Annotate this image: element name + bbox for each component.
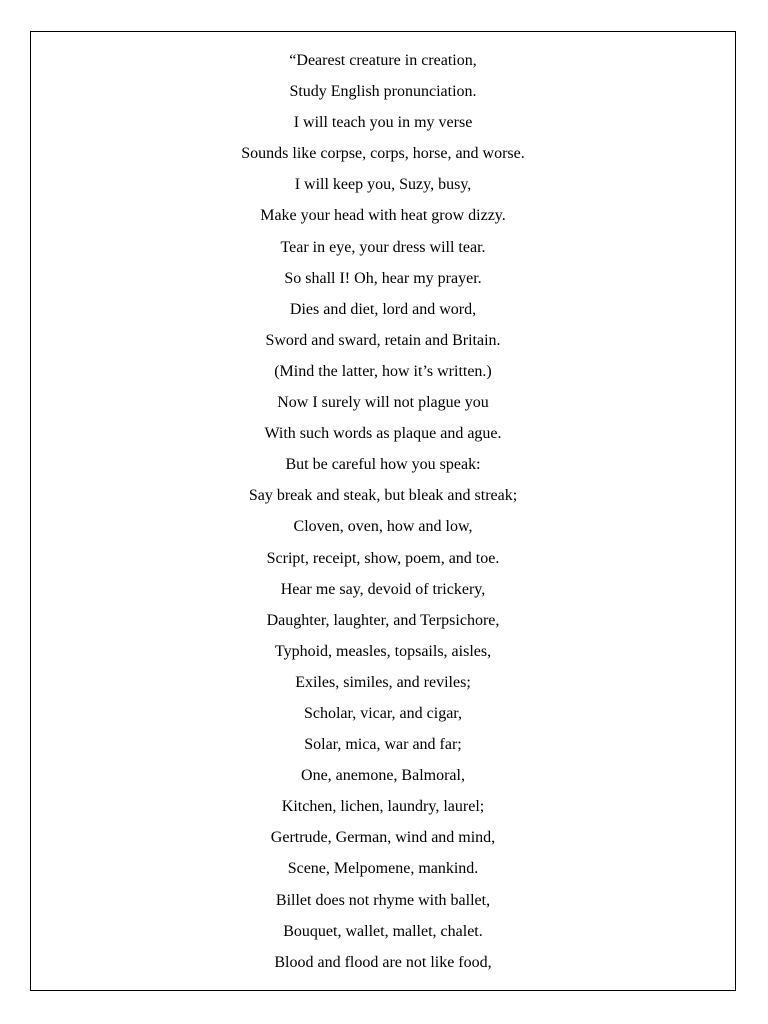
poem-line: Exiles, similes, and reviles; bbox=[295, 673, 471, 691]
poem-line: Hear me say, devoid of trickery, bbox=[280, 580, 486, 598]
poem-line: Say break and steak, but bleak and streak; bbox=[248, 487, 518, 505]
poem-line: Bouquet, wallet, mallet, chalet. bbox=[283, 922, 483, 940]
poem-line: Dies and diet, lord and word, bbox=[289, 300, 477, 318]
poem-line: Gertrude, German, wind and mind, bbox=[270, 829, 496, 847]
poem-line: Study English pronunciation. bbox=[289, 83, 477, 101]
poem-line: So shall I! Oh, hear my prayer. bbox=[284, 269, 482, 287]
poem-text bbox=[31, 45, 735, 978]
page-frame bbox=[30, 31, 736, 991]
poem-line: One, anemone, Balmoral, bbox=[301, 767, 465, 785]
poem-line: Daughter, laughter, and Terpsichore, bbox=[266, 611, 500, 629]
poem-line: Scholar, vicar, and cigar, bbox=[303, 704, 462, 722]
poem-line: Blood and flood are not like food, bbox=[274, 953, 492, 971]
poem-line: Kitchen, lichen, laundry, laurel; bbox=[281, 798, 485, 816]
poem-line: Billet does not rhyme with ballet, bbox=[275, 891, 491, 909]
poem-line: Script, receipt, show, poem, and toe. bbox=[266, 549, 500, 567]
poem-line: I will keep you, Suzy, busy, bbox=[294, 176, 472, 194]
poem-line: Typhoid, measles, topsails, aisles, bbox=[274, 642, 492, 660]
poem-line: Scene, Melpomene, mankind. bbox=[287, 860, 479, 878]
poem-line: With such words as plaque and ague. bbox=[264, 425, 502, 443]
poem-line: Sounds like corpse, corps, horse, and worse. bbox=[241, 145, 525, 163]
poem-line: Cloven, oven, how and low, bbox=[293, 518, 473, 536]
poem-line: Sword and sward, retain and Britain. bbox=[265, 331, 501, 349]
poem-line: (Mind the latter, how it’s written.) bbox=[274, 362, 492, 380]
poem-line: But be careful how you speak: bbox=[285, 456, 481, 474]
poem-line: Tear in eye, your dress will tear. bbox=[280, 238, 486, 256]
poem-line: Now I surely will not plague you bbox=[277, 394, 489, 412]
poem-line: Solar, mica, war and far; bbox=[304, 736, 462, 754]
poem-line: Make your head with heat grow dizzy. bbox=[260, 207, 506, 225]
poem-line: I will teach you in my verse bbox=[293, 114, 473, 132]
poem-line: “Dearest creature in creation, bbox=[289, 52, 477, 69]
